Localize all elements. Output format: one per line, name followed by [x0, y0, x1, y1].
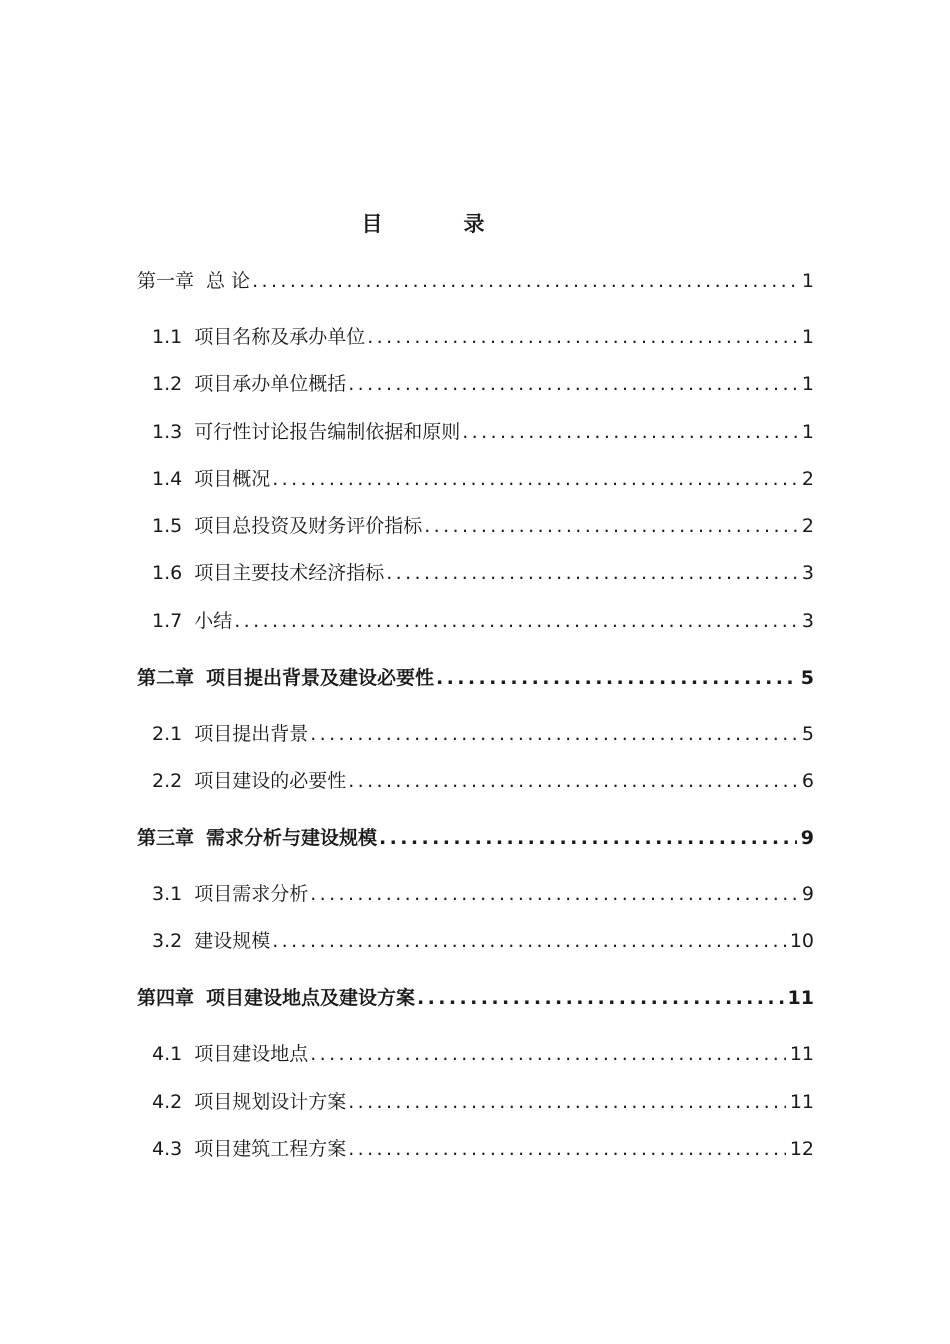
toc-section-label: 项目承办单位概括 — [194, 373, 347, 396]
toc-chapter-label: 项目提出背景及建设必要性 — [206, 666, 435, 689]
toc-chapter-1[interactable] — [137, 258, 814, 314]
toc-section-label: 建设规模 — [194, 930, 271, 953]
toc-page-number: 2 — [801, 467, 814, 490]
toc-title: 目 录 — [361, 212, 515, 236]
toc-section-label: 项目提出背景 — [194, 722, 309, 745]
toc-section-1-4[interactable] — [137, 456, 814, 503]
toc-section-2-1[interactable] — [137, 711, 814, 758]
toc-page-number: 9 — [801, 883, 814, 906]
toc-section-3-2[interactable] — [137, 918, 814, 975]
toc-chapter-label: 总 论 — [206, 270, 251, 292]
dot-leader — [424, 503, 798, 550]
toc-section-number: 2.2 — [152, 770, 183, 793]
toc-section-4-1[interactable] — [137, 1031, 814, 1078]
toc-page-number: 5 — [801, 722, 814, 745]
toc-chapter-number: 第一章 — [137, 270, 195, 292]
dot-leader — [379, 815, 797, 861]
toc-page-number: 5 — [800, 666, 814, 689]
toc-page-number: 1 — [801, 326, 814, 348]
toc-section-number: 4.2 — [152, 1090, 183, 1113]
dot-leader — [310, 1031, 786, 1078]
toc-chapter-label: 需求分析与建设规模 — [206, 827, 378, 850]
toc-section-number: 1.7 — [152, 609, 183, 632]
toc-page-number: 11 — [787, 987, 814, 1010]
toc-page-number: 10 — [789, 930, 814, 953]
toc-section-label: 项目建筑工程方案 — [194, 1137, 347, 1160]
toc-chapter-2[interactable] — [137, 655, 814, 711]
toc-section-number: 1.4 — [152, 467, 183, 490]
toc-section-3-1[interactable] — [137, 871, 814, 918]
dot-leader — [386, 550, 798, 597]
toc-page-number: 1 — [801, 373, 814, 396]
toc-section-number: 2.1 — [152, 722, 183, 745]
toc-section-label: 可行性讨论报告编制依据和原则 — [194, 420, 461, 443]
dot-leader — [462, 409, 798, 456]
toc-chapter-number: 第二章 — [137, 666, 195, 689]
toc-section-label: 项目主要技术经济指标 — [194, 562, 385, 585]
toc-section-number: 1.1 — [152, 326, 183, 348]
toc-section-number: 1.3 — [152, 420, 183, 443]
toc-page-number: 3 — [801, 609, 814, 632]
toc-section-label: 项目名称及承办单位 — [194, 326, 366, 348]
toc-page-number: 9 — [800, 827, 814, 850]
toc-section-label: 项目概况 — [194, 467, 271, 490]
toc-section-label: 项目总投资及财务评价指标 — [194, 515, 423, 538]
dot-leader — [234, 598, 798, 645]
dot-leader — [348, 1126, 786, 1173]
toc-section-label: 项目规划设计方案 — [194, 1090, 347, 1113]
toc-chapter-label: 项目建设地点及建设方案 — [206, 987, 416, 1010]
toc-page-number: 1 — [801, 270, 814, 292]
dot-leader — [348, 361, 798, 408]
toc-section-number: 1.5 — [152, 515, 183, 538]
dot-leader — [348, 1079, 786, 1126]
toc-chapter-number: 第三章 — [137, 827, 195, 850]
toc-page-number: 11 — [789, 1090, 814, 1113]
toc-section-number: 1.6 — [152, 562, 183, 585]
toc-section-4-2[interactable] — [137, 1079, 814, 1126]
toc-page-number: 1 — [801, 420, 814, 443]
toc-section-label: 项目需求分析 — [194, 883, 309, 906]
toc-section-label: 项目建设的必要性 — [194, 770, 347, 793]
dot-leader — [367, 314, 798, 361]
toc-section-1-7[interactable] — [137, 598, 814, 655]
toc-section-number: 4.1 — [152, 1043, 183, 1066]
dot-leader — [272, 918, 786, 965]
toc-page-number: 12 — [789, 1137, 814, 1160]
dot-leader — [252, 258, 798, 304]
toc-section-number: 4.3 — [152, 1137, 183, 1160]
toc-chapter-3[interactable] — [137, 815, 814, 871]
toc-section-1-5[interactable] — [137, 503, 814, 550]
toc-page-number: 11 — [789, 1043, 814, 1066]
toc-section-1-1[interactable] — [137, 314, 814, 361]
dot-leader — [417, 975, 784, 1021]
toc-section-1-6[interactable] — [137, 550, 814, 597]
toc-section-label: 小结 — [194, 609, 233, 632]
toc-chapter-number: 第四章 — [137, 987, 195, 1010]
toc-section-1-2[interactable] — [137, 361, 814, 408]
toc-page-number: 3 — [801, 562, 814, 585]
toc-chapter-4[interactable] — [137, 975, 814, 1031]
dot-leader — [272, 456, 798, 503]
dot-leader — [310, 871, 798, 918]
toc-section-4-3[interactable] — [137, 1126, 814, 1173]
toc-section-number: 1.2 — [152, 373, 183, 396]
toc-page-number: 2 — [801, 515, 814, 538]
dot-leader — [436, 655, 797, 701]
table-of-contents — [137, 258, 814, 1173]
toc-section-2-2[interactable] — [137, 758, 814, 815]
dot-leader — [348, 758, 798, 805]
toc-section-number: 3.2 — [152, 930, 183, 953]
toc-section-1-3[interactable] — [137, 409, 814, 456]
dot-leader — [310, 711, 798, 758]
toc-page-number: 6 — [801, 770, 814, 793]
toc-section-label: 项目建设地点 — [194, 1043, 309, 1066]
toc-section-number: 3.1 — [152, 883, 183, 906]
